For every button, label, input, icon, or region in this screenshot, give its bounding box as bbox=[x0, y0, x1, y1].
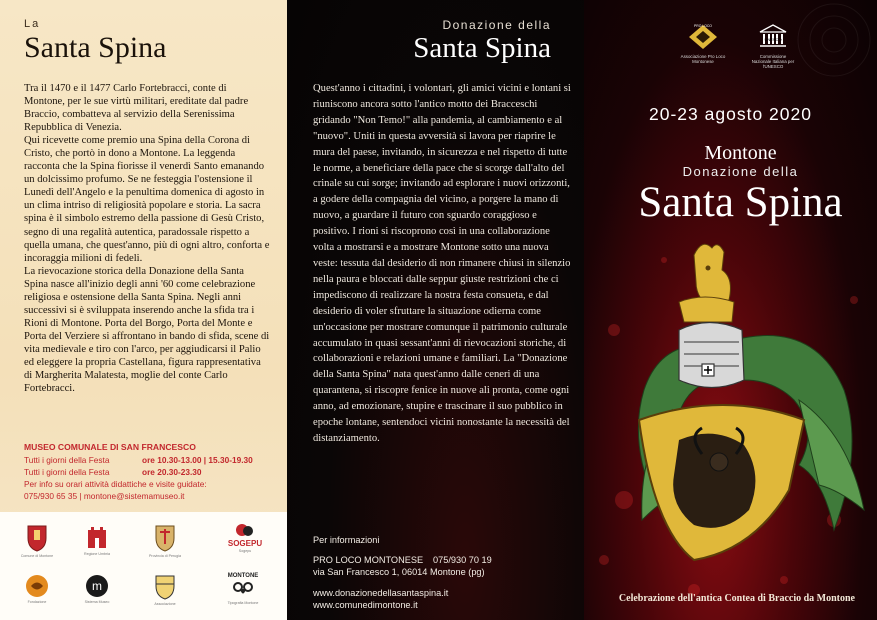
contact-phone[interactable]: 075/930 70 19 bbox=[433, 555, 492, 566]
museum-hours bbox=[24, 441, 270, 502]
museum-hours-label: Tutti i giorni della Festa bbox=[24, 455, 110, 465]
history-header bbox=[24, 18, 167, 64]
orange-circle-icon bbox=[25, 574, 49, 598]
proloco-logo bbox=[686, 22, 720, 52]
sponsor-logo bbox=[140, 574, 190, 607]
history-kicker: La bbox=[24, 18, 41, 30]
sponsor-subcaption: Tipografia Montone bbox=[227, 600, 259, 605]
website-link[interactable]: www.donazionedellasantaspina.it bbox=[313, 587, 449, 598]
cover-panel bbox=[584, 0, 877, 620]
cover-kicker: Donazione della bbox=[682, 164, 799, 179]
contact-org-row bbox=[313, 554, 573, 566]
sponsor-subcaption: Sogepu bbox=[238, 548, 252, 553]
castle-icon bbox=[86, 524, 108, 550]
message-header bbox=[413, 18, 551, 64]
message-kicker: Donazione della bbox=[442, 18, 551, 32]
history-paragraph: Tra il 1470 e il 1477 Carlo Fortebracci, conte di Montone, per le sue virtù militari, ereditate dal padre Braccio, combatteva al servizio della Serenissima Repubblica di Venezia. bbox=[24, 83, 249, 134]
sogepu-logo bbox=[234, 522, 256, 540]
proloco-logo-text: PRO LOCO bbox=[694, 24, 712, 28]
sponsor-caption: Provincia di Perugia bbox=[149, 554, 181, 558]
sponsor-caption: SOGEPU bbox=[227, 539, 263, 548]
proloco-logo-block bbox=[680, 22, 726, 70]
contact-info bbox=[313, 534, 573, 611]
sponsor-caption: Regione Umbria bbox=[84, 552, 110, 556]
sponsor-caption: Associazione bbox=[154, 602, 176, 606]
event-town: Montone bbox=[704, 142, 777, 164]
history-title: Santa Spina bbox=[24, 31, 167, 64]
museum-hours-row bbox=[24, 466, 270, 478]
heraldic-crest-illustration bbox=[584, 230, 877, 580]
museum-hours-value: ore 20.30-23.30 bbox=[142, 467, 202, 477]
event-dates: 20-23 agosto 2020 bbox=[649, 104, 812, 124]
contact-heading: Per informazioni bbox=[313, 535, 380, 545]
museum-hours-label: Tutti i giorni della Festa bbox=[24, 467, 110, 477]
museum-contact[interactable]: 075/930 65 35 | montone@sistemamuseo.it bbox=[24, 491, 185, 501]
proloco-caption: Associazione Pro Loco Montonese bbox=[680, 54, 726, 65]
crest-icon bbox=[154, 524, 176, 552]
museum-info: Per info su orari attività didattiche e visite guidate: bbox=[24, 479, 207, 489]
sponsor-logo bbox=[140, 524, 190, 559]
sponsor-logo bbox=[12, 524, 62, 559]
crest-icon bbox=[154, 574, 176, 600]
sponsor-logo bbox=[220, 522, 270, 553]
unesco-caption: Commissione Nazionale Italiana per l'UNESCO bbox=[751, 54, 795, 70]
svg-text:m: m bbox=[92, 579, 102, 593]
cover-footer: Celebrazione dell'antica Contea di Braccio da Montone bbox=[618, 593, 855, 604]
m-logo bbox=[85, 574, 109, 598]
museum-hours-value: ore 10.30-13.00 | 15.30-19.30 bbox=[142, 455, 253, 465]
unesco-logo bbox=[756, 22, 790, 52]
unesco-logo-text: UNESCO bbox=[764, 37, 782, 42]
sponsor-logos bbox=[0, 512, 287, 620]
cover-title: Santa Spina bbox=[638, 179, 843, 226]
museum-title: MUSEO COMUNALE DI SAN FRANCESCO bbox=[24, 442, 196, 452]
message-title: Santa Spina bbox=[413, 32, 551, 64]
sponsor-caption: Sistema Museo bbox=[84, 600, 110, 604]
website-link[interactable]: www.comunedimontone.it bbox=[313, 599, 418, 610]
ram-icon bbox=[232, 579, 254, 599]
contact-address: via San Francesco 1, 06014 Montone (pg) bbox=[313, 567, 485, 578]
contact-org: PRO LOCO MONTONESE bbox=[313, 555, 424, 566]
cover-logos bbox=[680, 22, 796, 70]
sponsor-caption: MONTONE bbox=[227, 573, 259, 579]
history-text bbox=[24, 82, 270, 395]
history-paragraph: Qui ricevette come premio una Spina della Corona di Cristo, che portò in dono a Montone. La leggenda racconta che la Spina fiorisse il venerdì Santo emanando un dolcissimo profumo. Se ne festeggia l'ostensione il Lunedì dell'Angelo e la penultima domenica di agosto in un clima intriso di religiosità popolare e storia. La sacra spina è il simbolo estremo della passione di Gesù Cristo, segno di una regalità autentica, paradossale rispetto a quella umana, che quest'anno, più di ogni altro, conforta e incoraggia milioni di fedeli. bbox=[24, 135, 270, 264]
message-text: Quest'anno i cittadini, i volontari, gli amici vicini e lontani si riuniscono ancora sotto l'antico motto dei Bracceschi gridando "Non Temo!" alla pandemia, al cambiamento e al "nuovo". Uniti in questa avversità si lavora per riaprire le mura del paese, invitando, in sicurezza e nel rispetto di tutte le norme, a beneficiare della pace che si scorge dall'alto del crinale su cui sorge; invitando ad esplorare i nuovi orizzonti, a godere della compagnia del vicino, a porgere la mano di nuovo, a guardare il futuro con sguardo coraggioso e positivo. I rioni si riscoprono così in una collaborazione volta a mostrarsi e a mostrare Montone sotto una nuova veste: tessuta dal desiderio di non rimanere chiusi in silenzio nella paura e bloccati dalle seppur giuste restrizioni che ci impediscono di realizzare la nostra festa consueta, e dal desiderio di voler sfruttare la situazione odierna come un'occasione per mostrare comunque il patrimonio culturale accumulato in quasi sessant'anni di rievocazioni storiche, di collaborazioni e relazioni umane e familiari. La "Donazione della Santa Spina" nata quest'anno dalle ceneri di una quarantena, si riscopre fenice in nuove ali pronta, come ogni anno, ad emozionare, stupire e trascinare il suo pubblico in epoche lontane, sentendoci vicini nonostante la necessità del distanziamento. bbox=[313, 83, 571, 444]
sponsor-caption: Fondazione bbox=[27, 600, 47, 604]
sponsor-logo bbox=[12, 574, 62, 605]
unesco-logo-block bbox=[750, 22, 796, 70]
sponsor-caption: Comune di Montone bbox=[20, 554, 54, 558]
inner-panel-message bbox=[287, 0, 584, 620]
crest-icon bbox=[26, 524, 48, 552]
inner-panel-history bbox=[0, 0, 287, 620]
history-paragraph: La rievocazione storica della Donazione della Santa Spina nasce all'inizio degli anni '60 come celebrazione religiosa e ostensione della Santa Spina. Negli anni successivi si è sviluppata inserendo anche la sfida tra i Rioni di Montone. Porta del Borgo, Porta del Monte e Porta del Verziere si affrontano in bando di sfida, scene di vita medievale e tiro con l'arco, per aggiudicarsi il Palio ed eleggere la propria Castellana, figura rappresentativa di Margherita Malatesta, moglie del conte Carlo Fortebracci. bbox=[24, 265, 270, 395]
sponsor-logo bbox=[72, 574, 122, 605]
sponsor-logo bbox=[218, 572, 268, 605]
museum-hours-row bbox=[24, 454, 270, 466]
sponsor-logo bbox=[72, 524, 122, 557]
